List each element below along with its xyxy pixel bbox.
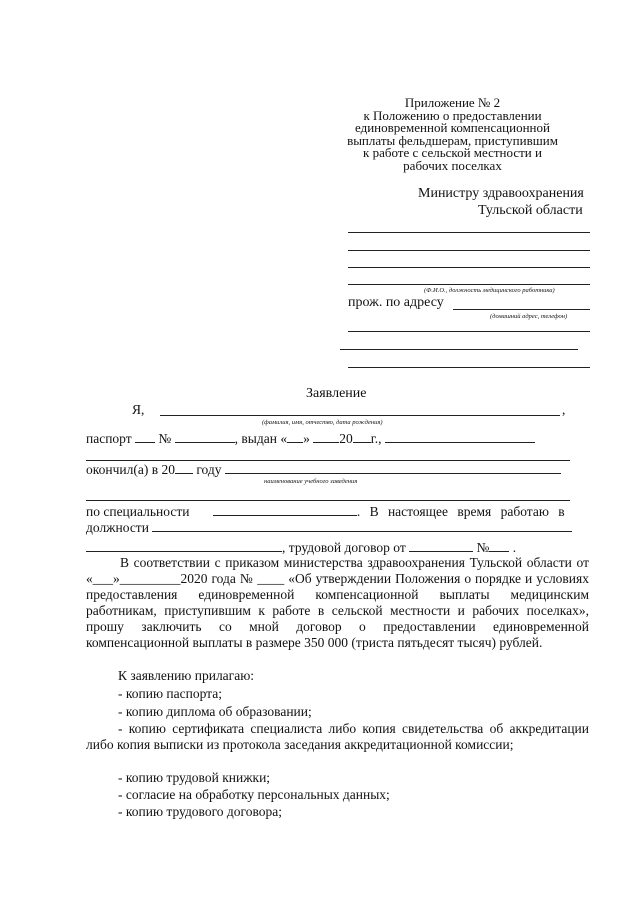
address-line-4 <box>348 367 590 368</box>
graduated-row <box>86 461 561 478</box>
issued-day-field[interactable] <box>287 430 303 443</box>
passport-number-sign: № <box>158 431 172 446</box>
address-line-3 <box>340 349 578 350</box>
address-line-1 <box>453 309 590 310</box>
addressee-line-1: Министру здравоохранения <box>418 186 584 201</box>
contract-label: , трудовой договор от <box>282 540 406 555</box>
addressee-fio-line-3 <box>348 267 590 268</box>
addressee-line-2: Тульской области <box>478 203 583 218</box>
appendix-line-5: к работе с сельской местности и <box>363 145 542 160</box>
attach-item-contract: - копию трудового договора; <box>118 804 283 819</box>
specialty-row <box>86 503 589 520</box>
workplace-field[interactable] <box>86 539 282 552</box>
graduated-year-field[interactable] <box>175 461 193 474</box>
ya-label: Я, <box>132 402 145 417</box>
passport-label: паспорт <box>86 431 132 446</box>
school-line-2 <box>86 500 570 501</box>
issued-year-prefix: 20 <box>339 431 353 446</box>
attach-item-passport: - копию паспорта; <box>118 686 222 701</box>
address-label: прож. по адресу <box>348 295 444 310</box>
passport-row <box>86 430 535 447</box>
contract-number-field[interactable] <box>489 539 509 552</box>
addressee-fio-line-4 <box>348 284 590 285</box>
appendix-line-2: к Положению о предоставлении <box>363 107 542 123</box>
passport-series-field[interactable] <box>135 430 155 443</box>
issued-year-field[interactable] <box>353 430 371 443</box>
attach-item-diploma: - копию диплома об образовании; <box>118 704 312 719</box>
contract-row <box>86 539 516 556</box>
address-line-2 <box>348 331 590 332</box>
appendix-line-6: рабочих поселках <box>403 157 502 173</box>
issued-month-field[interactable] <box>313 430 339 443</box>
school-field[interactable] <box>225 461 561 474</box>
issued-year-suffix: г., <box>370 431 382 446</box>
passport-number-field[interactable] <box>175 430 235 443</box>
fio-caption: (фамилия, имя, отчество, дата рождения) <box>262 419 383 426</box>
address-caption: (домашний адрес, телефон) <box>490 313 568 320</box>
fio-comma: , <box>562 402 566 417</box>
contract-date-field[interactable] <box>409 539 473 552</box>
appendix-line-1: Приложение № 2 <box>404 95 501 110</box>
addressee-fio-caption: (Ф.И.О., должность медицинского работника) <box>424 287 555 294</box>
main-paragraph: В соответствии с приказом министерства здравоохранения Тульской области от «___»_________2020 года № ____ «Об утверждении Положения о порядке и условиях предоставления единовременной компенсационной выплаты медицинским работникам, приступившим к работе в сельской местности и рабочих поселках», прошу заключить со мной договор о предоставлении единовременной компенсационной выплаты в размере 350 000 (триста пятьдесят тысяч) рублей. <box>86 555 589 650</box>
issued-label: , выдан « <box>234 431 288 446</box>
appendix-header <box>340 97 565 172</box>
year-word: году <box>196 462 222 477</box>
page-title: Заявление <box>306 386 367 401</box>
fio-line <box>160 415 560 416</box>
addressee-fio-line-1 <box>348 232 590 233</box>
contract-no-label: № <box>476 540 490 555</box>
specialty-field[interactable] <box>213 503 357 516</box>
contract-period: . <box>512 540 517 555</box>
attach-intro: К заявлению прилагаю: <box>118 668 255 683</box>
addressee-fio-line-2 <box>348 250 590 251</box>
specialty-label: по специальности <box>86 504 190 519</box>
issued-close: » <box>303 431 310 446</box>
attach-item-consent: - согласие на обработку персональных данных; <box>118 787 390 802</box>
current-work-label: . В настоящее время работаю в <box>356 504 565 519</box>
graduated-label: окончил(а) в 20 <box>86 462 175 477</box>
school-caption: наименование учебного заведения <box>264 478 358 485</box>
position-field[interactable] <box>152 519 572 532</box>
attach-item-workbook: - копию трудовой книжки; <box>118 770 271 785</box>
appendix-line-4: выплаты фельдшерам, приступившим <box>347 132 558 148</box>
attach-item-certificate: - копию сертификата специалиста либо копия свидетельства об аккредитации либо копия выписки из протокола заседания аккредитационной комиссии; <box>86 721 589 752</box>
issued-by-field[interactable] <box>385 430 535 443</box>
position-label: должности <box>86 520 149 535</box>
position-row <box>86 519 572 536</box>
appendix-line-3: единовременной компенсационной <box>355 120 550 135</box>
